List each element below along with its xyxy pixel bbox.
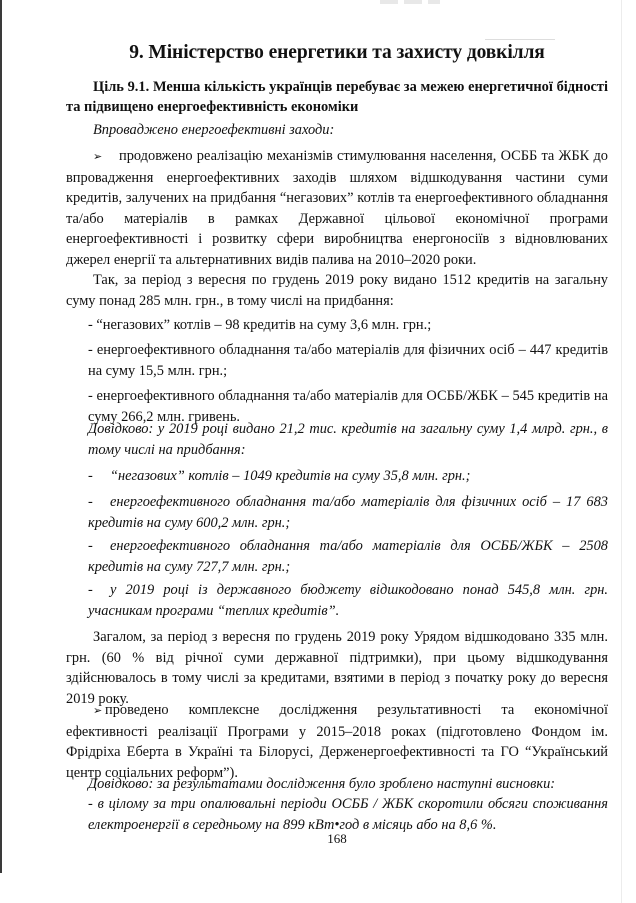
period-summary: Так, за період з вересня по грудень 2019 року видано 1512 кредитів на загальну суму понад 285 млн. грн., в тому числі на придбання: — [66, 272, 608, 309]
period-item: - енергоефективного обладнання та/або матеріалів для фізичних осіб – 447 кредитів на суму 15,5 млн. грн.; — [88, 342, 608, 379]
reference-item — [88, 580, 608, 622]
reference-research-item: - в цілому за три опалювальні періоди ОСББ / ЖБК скоротили обсяги споживання електроенергії в середньому на 899 кВт•год в місяць або на 8,6 %. — [88, 796, 608, 833]
dash-mark: - — [88, 538, 93, 554]
page-number: 168 — [327, 831, 347, 846]
reference-item — [88, 492, 608, 534]
dash-mark: - — [88, 582, 93, 598]
scan-top-line-artifact — [485, 39, 555, 40]
scan-top-artifact — [380, 0, 440, 4]
period-item: - “негазових” котлів – 98 кредитів на суму 3,6 млн. грн.; — [88, 317, 432, 333]
bullet-paragraph-2 — [66, 700, 608, 783]
intro-label: Впроваджено енергоефективні заходи: — [93, 122, 335, 138]
reference-item — [88, 466, 608, 487]
arrowhead-bullet-icon: ➢ — [93, 151, 103, 163]
bullet-text-2: проведено комплексне дослідження результативності та економічної ефективності реалізації Програми у 2015–2018 роках (підготовлено Фондом ім. Фрідріха Еберта в Україні та Білорусі, Держенергоефективності та ГО “Український центр соціальних реформ”). — [66, 702, 608, 781]
scan-left-border — [0, 0, 2, 873]
reference-item-text: у 2019 році із державного бюджету відшкодовано понад 545,8 млн. грн. учасникам програми “теплих кредитів”. — [88, 582, 608, 619]
dash-mark: - — [88, 494, 93, 510]
period-item: - енергоефективного обладнання та/або матеріалів для ОСББ/ЖБК – 545 кредитів на суму 266,2 млн. гривень. — [88, 388, 608, 425]
reference-item-text: енергоефективного обладнання та/або матеріалів для фізичних осіб – 17 683 кредитів на суму 600,2 млн. грн.; — [88, 494, 608, 531]
bullet-text-1: продовжено реалізацію механізмів стимулювання населення, ОСББ та ЖБК до впровадження енергоефективних заходів шляхом відшкодування частини суми кредитів, залучених на придбання “негазових” котлів та енергоефективного обладнання та/або матеріалів в рамках Державної цільової економічної програми енергоефективності і розвитку сфери виробництва енергоносіїв з відновлюваних джерел енергії та альтернативних видів палива на 2010–2020 роки. — [66, 148, 608, 268]
scan-right-border — [621, 0, 622, 903]
dash-mark: - — [88, 468, 93, 484]
reference-item — [88, 536, 608, 578]
reference-item-text: енергоефективного обладнання та/або матеріалів для ОСББ/ЖБК – 2508 кредитів на суму 727,7 млн. грн.; — [88, 538, 608, 575]
reference-2019: Довідково: у 2019 році видано 21,2 тис. кредитів на загальну суму 1,4 млрд. грн., в тому числі на придбання: — [88, 421, 608, 458]
arrowhead-bullet-icon: ➢ — [93, 705, 103, 717]
section-title: 9. Міністерство енергетики та захисту довкілля — [129, 42, 545, 63]
goal-heading: Ціль 9.1. Менша кількість українців перебуває за межею енергетичної бідності та підвищено енергоефективність економіки — [66, 79, 608, 115]
bullet-paragraph-1 — [66, 146, 608, 270]
overall-paragraph: Загалом, за період з вересня по грудень 2019 року Урядом відшкодовано 335 млн. грн. (60 % від річної суми державної підтримки), при цьому відшкодування здійснювалось в тому числі за кредитами, взятими в період з початку року до вересня 2019 року. — [66, 629, 608, 707]
reference-item-text: “негазових” котлів – 1049 кредитів на суму 35,8 млн. грн.; — [110, 468, 471, 484]
reference-research-label: Довідково: за результатами дослідження було зроблено наступні висновки: — [88, 776, 556, 792]
